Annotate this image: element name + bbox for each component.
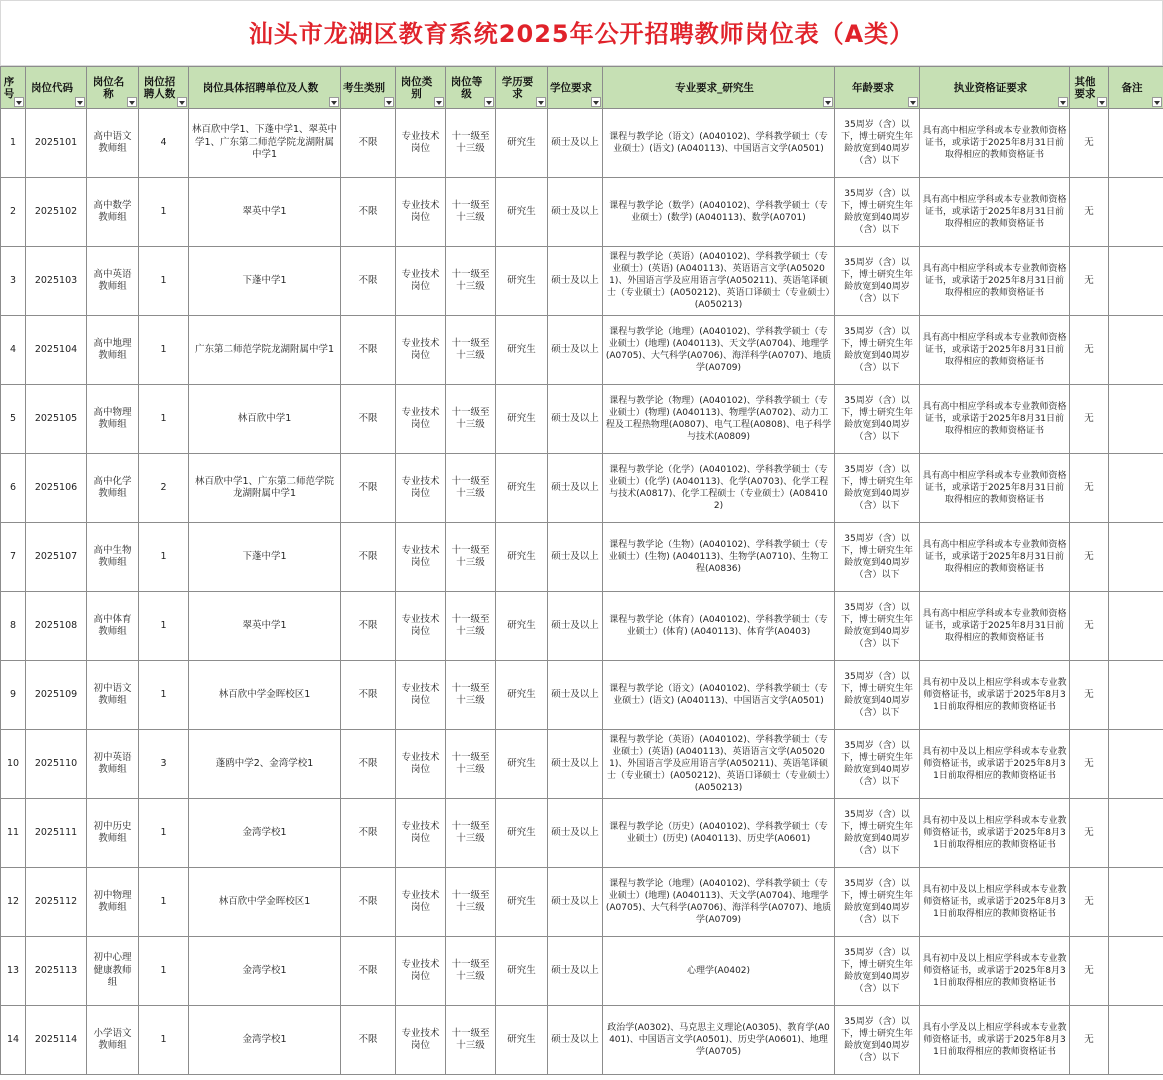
post-name-cell[interactable]: 初中语文教师组 [87, 661, 139, 730]
column-header-7[interactable] [446, 67, 496, 109]
major-cell[interactable]: 课程与教学论（地理）(A040102)、学科教学硕士（专业硕士）(地理) (A040113)、天文学(A0704)、地理学(A0705)、大气科学(A0706)、海洋科学(A0707)、地质学(A0709) [603, 868, 835, 937]
headcount-cell[interactable]: 2 [139, 454, 189, 523]
table-row [1, 109, 1163, 178]
post-code-cell[interactable]: 2025112 [26, 868, 87, 937]
degree-cell[interactable]: 硕士及以上 [548, 247, 603, 316]
remarks-cell[interactable] [1109, 109, 1163, 178]
major-cell[interactable]: 课程与教学论（英语）(A040102)、学科教学硕士（专业硕士）(英语) (A040113)、英语语言文学(A050201)、外国语言学及应用语言学(A050211)、英语笔译硕士（专业硕士）(A050212)、英语口译硕士（专业硕士）(A050213) [603, 730, 835, 799]
units-cell[interactable]: 林百欣中学1、下蓬中学1、翠英中学1、广东第二师范学院龙湖附属中学1 [189, 109, 341, 178]
headcount-cell[interactable]: 1 [139, 523, 189, 592]
age-cell[interactable]: 35周岁（含）以下，博士研究生年龄放宽到40周岁（含）以下 [835, 868, 920, 937]
post-name-cell[interactable]: 高中语文教师组 [87, 109, 139, 178]
education-cell[interactable]: 研究生 [496, 799, 548, 868]
headcount-cell[interactable]: 1 [139, 247, 189, 316]
candidate-category-cell[interactable]: 不限 [341, 178, 396, 247]
post-level-cell[interactable]: 十一级至十三级 [446, 316, 496, 385]
certificate-cell[interactable]: 具有高中相应学科或本专业教师资格证书，或承诺于2025年8月31日前取得相应的教师资格证书 [920, 523, 1070, 592]
row-number-cell[interactable]: 7 [1, 523, 26, 592]
column-header-label: 学历要求 [501, 75, 534, 100]
headcount-cell[interactable]: 1 [139, 937, 189, 1006]
post-level-cell[interactable]: 十一级至十三级 [446, 454, 496, 523]
other-requirements-cell[interactable]: 无 [1070, 523, 1109, 592]
other-requirements-cell[interactable]: 无 [1070, 592, 1109, 661]
other-requirements-cell[interactable]: 无 [1070, 247, 1109, 316]
post-code-cell[interactable]: 2025109 [26, 661, 87, 730]
post-name-cell[interactable]: 初中历史教师组 [87, 799, 139, 868]
degree-cell[interactable]: 硕士及以上 [548, 592, 603, 661]
table-row [1, 799, 1163, 868]
column-header-1[interactable] [26, 67, 87, 109]
age-cell[interactable]: 35周岁（含）以下，博士研究生年龄放宽到40周岁（含）以下 [835, 937, 920, 1006]
education-cell[interactable]: 研究生 [496, 316, 548, 385]
units-cell[interactable]: 金湾学校1 [189, 1006, 341, 1075]
post-code-cell[interactable]: 2025107 [26, 523, 87, 592]
education-cell[interactable]: 研究生 [496, 109, 548, 178]
column-header-label: 序号 [3, 75, 15, 100]
column-header-label: 岗位代码 [31, 81, 73, 94]
units-cell[interactable]: 林百欣中学金晖校区1 [189, 868, 341, 937]
candidate-category-cell[interactable]: 不限 [341, 109, 396, 178]
filter-dropdown-icon[interactable] [75, 97, 85, 107]
column-header-label: 考生类别 [343, 81, 385, 94]
post-code-cell[interactable]: 2025105 [26, 385, 87, 454]
remarks-cell[interactable] [1109, 730, 1163, 799]
table-row [1, 454, 1163, 523]
table-row [1, 730, 1163, 799]
row-number-cell[interactable]: 13 [1, 937, 26, 1006]
table-row [1, 661, 1163, 730]
major-cell[interactable]: 课程与教学论（英语）(A040102)、学科教学硕士（专业硕士）(英语) (A040113)、英语语言文学(A050201)、外国语言学及应用语言学(A050211)、英语笔译硕士（专业硕士）(A050212)、英语口译硕士（专业硕士）(A050213) [603, 247, 835, 316]
column-header-6[interactable] [396, 67, 446, 109]
candidate-category-cell[interactable]: 不限 [341, 592, 396, 661]
filter-dropdown-icon[interactable] [14, 97, 24, 107]
post-type-cell[interactable]: 专业技术岗位 [396, 937, 446, 1006]
column-header-label: 岗位名称 [92, 75, 125, 100]
row-number-cell[interactable]: 2 [1, 178, 26, 247]
remarks-cell[interactable] [1109, 454, 1163, 523]
post-name-cell[interactable]: 高中英语教师组 [87, 247, 139, 316]
other-requirements-cell[interactable]: 无 [1070, 1006, 1109, 1075]
filter-dropdown-icon[interactable] [1097, 97, 1107, 107]
filter-dropdown-icon[interactable] [591, 97, 601, 107]
post-code-cell[interactable]: 2025102 [26, 178, 87, 247]
major-cell[interactable]: 课程与教学论（语文）(A040102)、学科教学硕士（专业硕士）(语文) (A040113)、中国语言文学(A0501) [603, 661, 835, 730]
table-row [1, 1006, 1163, 1075]
column-header-11[interactable] [835, 67, 920, 109]
remarks-cell[interactable] [1109, 523, 1163, 592]
column-header-label: 年龄要求 [852, 81, 894, 94]
column-header-3[interactable] [139, 67, 189, 109]
row-number-cell[interactable]: 1 [1, 109, 26, 178]
post-type-cell[interactable]: 专业技术岗位 [396, 454, 446, 523]
column-header-8[interactable] [496, 67, 548, 109]
post-type-cell[interactable]: 专业技术岗位 [396, 109, 446, 178]
filter-dropdown-icon[interactable] [1058, 97, 1068, 107]
degree-cell[interactable]: 硕士及以上 [548, 661, 603, 730]
certificate-cell[interactable]: 具有高中相应学科或本专业教师资格证书，或承诺于2025年8月31日前取得相应的教师资格证书 [920, 454, 1070, 523]
candidate-category-cell[interactable]: 不限 [341, 247, 396, 316]
units-cell[interactable]: 翠英中学1 [189, 178, 341, 247]
candidate-category-cell[interactable]: 不限 [341, 1006, 396, 1075]
headcount-cell[interactable]: 1 [139, 868, 189, 937]
column-header-5[interactable] [341, 67, 396, 109]
post-code-cell[interactable]: 2025111 [26, 799, 87, 868]
post-name-cell[interactable]: 高中地理教师组 [87, 316, 139, 385]
column-header-12[interactable] [920, 67, 1070, 109]
certificate-cell[interactable]: 具有初中及以上相应学科或本专业教师资格证书，或承诺于2025年8月31日前取得相应的教师资格证书 [920, 799, 1070, 868]
degree-cell[interactable]: 硕士及以上 [548, 109, 603, 178]
age-cell[interactable]: 35周岁（含）以下，博士研究生年龄放宽到40周岁（含）以下 [835, 385, 920, 454]
units-cell[interactable]: 林百欣中学1 [189, 385, 341, 454]
age-cell[interactable]: 35周岁（含）以下，博士研究生年龄放宽到40周岁（含）以下 [835, 661, 920, 730]
column-header-label: 执业资格证要求 [953, 81, 1028, 94]
certificate-cell[interactable]: 具有小学及以上相应学科或本专业教师资格证书，或承诺于2025年8月31日前取得相应的教师资格证书 [920, 1006, 1070, 1075]
education-cell[interactable]: 研究生 [496, 385, 548, 454]
table-row [1, 316, 1163, 385]
column-header-13[interactable] [1070, 67, 1109, 109]
table-row [1, 937, 1163, 1006]
post-type-cell[interactable]: 专业技术岗位 [396, 799, 446, 868]
education-cell[interactable]: 研究生 [496, 247, 548, 316]
post-code-cell[interactable]: 2025108 [26, 592, 87, 661]
headcount-cell[interactable]: 1 [139, 385, 189, 454]
post-level-cell[interactable]: 十一级至十三级 [446, 868, 496, 937]
degree-cell[interactable]: 硕士及以上 [548, 178, 603, 247]
post-type-cell[interactable]: 专业技术岗位 [396, 316, 446, 385]
age-cell[interactable]: 35周岁（含）以下，博士研究生年龄放宽到40周岁（含）以下 [835, 316, 920, 385]
remarks-cell[interactable] [1109, 868, 1163, 937]
column-header-10[interactable] [603, 67, 835, 109]
post-level-cell[interactable]: 十一级至十三级 [446, 178, 496, 247]
post-code-cell[interactable]: 2025103 [26, 247, 87, 316]
column-header-label: 备注 [1121, 81, 1143, 94]
remarks-cell[interactable] [1109, 592, 1163, 661]
degree-cell[interactable]: 硕士及以上 [548, 316, 603, 385]
education-cell[interactable]: 研究生 [496, 178, 548, 247]
table-row [1, 523, 1163, 592]
degree-cell[interactable]: 硕士及以上 [548, 937, 603, 1006]
education-cell[interactable]: 研究生 [496, 592, 548, 661]
post-level-cell[interactable]: 十一级至十三级 [446, 1006, 496, 1075]
other-requirements-cell[interactable]: 无 [1070, 385, 1109, 454]
education-cell[interactable]: 研究生 [496, 1006, 548, 1075]
filter-dropdown-icon[interactable] [823, 97, 833, 107]
column-header-label: 岗位类别 [400, 75, 433, 100]
candidate-category-cell[interactable]: 不限 [341, 316, 396, 385]
post-name-cell[interactable]: 高中数学教师组 [87, 178, 139, 247]
headcount-cell[interactable]: 1 [139, 799, 189, 868]
post-code-cell[interactable]: 2025104 [26, 316, 87, 385]
remarks-cell[interactable] [1109, 661, 1163, 730]
column-header-0[interactable] [1, 67, 26, 109]
post-type-cell[interactable]: 专业技术岗位 [396, 730, 446, 799]
education-cell[interactable]: 研究生 [496, 937, 548, 1006]
row-number-cell[interactable]: 9 [1, 661, 26, 730]
candidate-category-cell[interactable]: 不限 [341, 799, 396, 868]
candidate-category-cell[interactable]: 不限 [341, 523, 396, 592]
filter-dropdown-icon[interactable] [434, 97, 444, 107]
education-cell[interactable]: 研究生 [496, 523, 548, 592]
other-requirements-cell[interactable]: 无 [1070, 937, 1109, 1006]
post-type-cell[interactable]: 专业技术岗位 [396, 178, 446, 247]
candidate-category-cell[interactable]: 不限 [341, 385, 396, 454]
headcount-cell[interactable]: 1 [139, 178, 189, 247]
degree-cell[interactable]: 硕士及以上 [548, 385, 603, 454]
other-requirements-cell[interactable]: 无 [1070, 661, 1109, 730]
column-header-4[interactable] [189, 67, 341, 109]
other-requirements-cell[interactable]: 无 [1070, 178, 1109, 247]
education-cell[interactable]: 研究生 [496, 661, 548, 730]
age-cell[interactable]: 35周岁（含）以下，博士研究生年龄放宽到40周岁（含）以下 [835, 178, 920, 247]
certificate-cell[interactable]: 具有初中及以上相应学科或本专业教师资格证书，或承诺于2025年8月31日前取得相应的教师资格证书 [920, 661, 1070, 730]
units-cell[interactable]: 金湾学校1 [189, 799, 341, 868]
table-row [1, 247, 1163, 316]
other-requirements-cell[interactable]: 无 [1070, 109, 1109, 178]
column-header-label: 学位要求 [550, 81, 592, 94]
candidate-category-cell[interactable]: 不限 [341, 868, 396, 937]
column-header-label: 其他要求 [1074, 75, 1096, 100]
other-requirements-cell[interactable]: 无 [1070, 799, 1109, 868]
post-name-cell[interactable]: 高中化学教师组 [87, 454, 139, 523]
headcount-cell[interactable]: 1 [139, 661, 189, 730]
filter-dropdown-icon[interactable] [384, 97, 394, 107]
post-type-cell[interactable]: 专业技术岗位 [396, 868, 446, 937]
table-row [1, 178, 1163, 247]
certificate-cell[interactable]: 具有高中相应学科或本专业教师资格证书，或承诺于2025年8月31日前取得相应的教师资格证书 [920, 316, 1070, 385]
major-cell[interactable]: 课程与教学论（历史）(A040102)、学科教学硕士（专业硕士）(历史) (A040113)、历史学(A0601) [603, 799, 835, 868]
recruitment-table [0, 66, 1163, 1075]
column-header-label: 岗位招聘人数 [143, 75, 176, 100]
degree-cell[interactable]: 硕士及以上 [548, 868, 603, 937]
row-number-cell[interactable]: 5 [1, 385, 26, 454]
post-code-cell[interactable]: 2025101 [26, 109, 87, 178]
post-type-cell[interactable]: 专业技术岗位 [396, 1006, 446, 1075]
post-level-cell[interactable]: 十一级至十三级 [446, 109, 496, 178]
row-number-cell[interactable]: 6 [1, 454, 26, 523]
post-level-cell[interactable]: 十一级至十三级 [446, 247, 496, 316]
degree-cell[interactable]: 硕士及以上 [548, 523, 603, 592]
units-cell[interactable]: 翠英中学1 [189, 592, 341, 661]
filter-dropdown-icon[interactable] [329, 97, 339, 107]
column-header-label: 岗位具体招聘单位及人数 [202, 81, 319, 94]
units-cell[interactable]: 金湾学校1 [189, 937, 341, 1006]
age-cell[interactable]: 35周岁（含）以下，博士研究生年龄放宽到40周岁（含）以下 [835, 109, 920, 178]
table-row [1, 868, 1163, 937]
row-number-cell[interactable]: 4 [1, 316, 26, 385]
column-header-9[interactable] [548, 67, 603, 109]
post-code-cell[interactable]: 2025110 [26, 730, 87, 799]
column-header-2[interactable] [87, 67, 139, 109]
remarks-cell[interactable] [1109, 247, 1163, 316]
column-header-label: 岗位等级 [450, 75, 483, 100]
age-cell[interactable]: 35周岁（含）以下，博士研究生年龄放宽到40周岁（含）以下 [835, 730, 920, 799]
major-cell[interactable]: 课程与教学论（地理）(A040102)、学科教学硕士（专业硕士）(地理) (A040113)、天文学(A0704)、地理学(A0705)、大气科学(A0706)、海洋科学(A0707)、地质学(A0709) [603, 316, 835, 385]
age-cell[interactable]: 35周岁（含）以下，博士研究生年龄放宽到40周岁（含）以下 [835, 1006, 920, 1075]
certificate-cell[interactable]: 具有初中及以上相应学科或本专业教师资格证书，或承诺于2025年8月31日前取得相应的教师资格证书 [920, 730, 1070, 799]
post-level-cell[interactable]: 十一级至十三级 [446, 661, 496, 730]
certificate-cell[interactable]: 具有初中及以上相应学科或本专业教师资格证书，或承诺于2025年8月31日前取得相应的教师资格证书 [920, 937, 1070, 1006]
post-name-cell[interactable]: 高中物理教师组 [87, 385, 139, 454]
remarks-cell[interactable] [1109, 316, 1163, 385]
other-requirements-cell[interactable]: 无 [1070, 316, 1109, 385]
post-code-cell[interactable]: 2025114 [26, 1006, 87, 1075]
post-level-cell[interactable]: 十一级至十三级 [446, 523, 496, 592]
header-row [1, 67, 1163, 109]
post-level-cell[interactable]: 十一级至十三级 [446, 799, 496, 868]
age-cell[interactable]: 35周岁（含）以下，博士研究生年龄放宽到40周岁（含）以下 [835, 247, 920, 316]
row-number-cell[interactable]: 11 [1, 799, 26, 868]
post-type-cell[interactable]: 专业技术岗位 [396, 661, 446, 730]
post-name-cell[interactable]: 高中体育教师组 [87, 592, 139, 661]
post-name-cell[interactable]: 小学语文教师组 [87, 1006, 139, 1075]
age-cell[interactable]: 35周岁（含）以下，博士研究生年龄放宽到40周岁（含）以下 [835, 592, 920, 661]
units-cell[interactable]: 广东第二师范学院龙湖附属中学1 [189, 316, 341, 385]
major-cell[interactable]: 课程与教学论（生物）(A040102)、学科教学硕士（专业硕士）(生物) (A040113)、生物学(A0710)、生物工程(A0836) [603, 523, 835, 592]
candidate-category-cell[interactable]: 不限 [341, 730, 396, 799]
units-cell[interactable]: 林百欣中学1、广东第二师范学院龙湖附属中学1 [189, 454, 341, 523]
certificate-cell[interactable]: 具有高中相应学科或本专业教师资格证书，或承诺于2025年8月31日前取得相应的教师资格证书 [920, 109, 1070, 178]
filter-dropdown-icon[interactable] [1152, 97, 1162, 107]
post-name-cell[interactable]: 高中生物教师组 [87, 523, 139, 592]
filter-dropdown-icon[interactable] [127, 97, 137, 107]
post-level-cell[interactable]: 十一级至十三级 [446, 937, 496, 1006]
major-cell[interactable]: 课程与教学论（化学）(A040102)、学科教学硕士（专业硕士）(化学) (A040113)、化学(A0703)、化学工程与技术(A0817)、化学工程硕士（专业硕士）(A084102) [603, 454, 835, 523]
units-cell[interactable]: 下蓬中学1 [189, 247, 341, 316]
degree-cell[interactable]: 硕士及以上 [548, 730, 603, 799]
candidate-category-cell[interactable]: 不限 [341, 937, 396, 1006]
major-cell[interactable]: 课程与教学论（语文）(A040102)、学科教学硕士（专业硕士）(语文) (A040113)、中国语言文学(A0501) [603, 109, 835, 178]
education-cell[interactable]: 研究生 [496, 868, 548, 937]
major-cell[interactable]: 政治学(A0302)、马克思主义理论(A0305)、教育学(A0401)、中国语言文学(A0501)、历史学(A0601)、地理学(A0705) [603, 1006, 835, 1075]
table-body [1, 109, 1163, 1075]
headcount-cell[interactable]: 1 [139, 316, 189, 385]
post-name-cell[interactable]: 初中英语教师组 [87, 730, 139, 799]
degree-cell[interactable]: 硕士及以上 [548, 799, 603, 868]
post-type-cell[interactable]: 专业技术岗位 [396, 385, 446, 454]
post-level-cell[interactable]: 十一级至十三级 [446, 385, 496, 454]
filter-dropdown-icon[interactable] [177, 97, 187, 107]
post-type-cell[interactable]: 专业技术岗位 [396, 247, 446, 316]
filter-dropdown-icon[interactable] [484, 97, 494, 107]
remarks-cell[interactable] [1109, 937, 1163, 1006]
certificate-cell[interactable]: 具有高中相应学科或本专业教师资格证书，或承诺于2025年8月31日前取得相应的教师资格证书 [920, 385, 1070, 454]
education-cell[interactable]: 研究生 [496, 454, 548, 523]
remarks-cell[interactable] [1109, 178, 1163, 247]
page-title: 汕头市龙湖区教育系统2025年公开招聘教师岗位表（A类） [0, 0, 1163, 66]
major-cell[interactable]: 课程与教学论（数学）(A040102)、学科教学硕士（专业硕士）(数学) (A040113)、数学(A0701) [603, 178, 835, 247]
post-type-cell[interactable]: 专业技术岗位 [396, 523, 446, 592]
candidate-category-cell[interactable]: 不限 [341, 661, 396, 730]
post-name-cell[interactable]: 初中物理教师组 [87, 868, 139, 937]
filter-dropdown-icon[interactable] [908, 97, 918, 107]
major-cell[interactable]: 课程与教学论（体育）(A040102)、学科教学硕士（专业硕士）(体育) (A040113)、体育学(A0403) [603, 592, 835, 661]
row-number-cell[interactable]: 14 [1, 1006, 26, 1075]
remarks-cell[interactable] [1109, 799, 1163, 868]
filter-dropdown-icon[interactable] [536, 97, 546, 107]
age-cell[interactable]: 35周岁（含）以下，博士研究生年龄放宽到40周岁（含）以下 [835, 454, 920, 523]
post-name-cell[interactable]: 初中心理健康教师组 [87, 937, 139, 1006]
post-type-cell[interactable]: 专业技术岗位 [396, 592, 446, 661]
row-number-cell[interactable]: 10 [1, 730, 26, 799]
age-cell[interactable]: 35周岁（含）以下，博士研究生年龄放宽到40周岁（含）以下 [835, 523, 920, 592]
units-cell[interactable]: 林百欣中学金晖校区1 [189, 661, 341, 730]
headcount-cell[interactable]: 1 [139, 592, 189, 661]
certificate-cell[interactable]: 具有初中及以上相应学科或本专业教师资格证书，或承诺于2025年8月31日前取得相应的教师资格证书 [920, 868, 1070, 937]
row-number-cell[interactable]: 8 [1, 592, 26, 661]
row-number-cell[interactable]: 3 [1, 247, 26, 316]
post-level-cell[interactable]: 十一级至十三级 [446, 592, 496, 661]
education-cell[interactable]: 研究生 [496, 730, 548, 799]
post-level-cell[interactable]: 十一级至十三级 [446, 730, 496, 799]
major-cell[interactable]: 课程与教学论（物理）(A040102)、学科教学硕士（专业硕士）(物理) (A040113)、物理学(A0702)、动力工程及工程热物理(A0807)、电气工程(A0808)、电子科学与技术(A0809) [603, 385, 835, 454]
degree-cell[interactable]: 硕士及以上 [548, 454, 603, 523]
candidate-category-cell[interactable]: 不限 [341, 454, 396, 523]
post-code-cell[interactable]: 2025113 [26, 937, 87, 1006]
certificate-cell[interactable]: 具有高中相应学科或本专业教师资格证书，或承诺于2025年8月31日前取得相应的教师资格证书 [920, 178, 1070, 247]
table-row [1, 385, 1163, 454]
table-row [1, 592, 1163, 661]
other-requirements-cell[interactable]: 无 [1070, 454, 1109, 523]
headcount-cell[interactable]: 4 [139, 109, 189, 178]
units-cell[interactable]: 蓬鸥中学2、金湾学校1 [189, 730, 341, 799]
remarks-cell[interactable] [1109, 1006, 1163, 1075]
certificate-cell[interactable]: 具有高中相应学科或本专业教师资格证书，或承诺于2025年8月31日前取得相应的教师资格证书 [920, 247, 1070, 316]
row-number-cell[interactable]: 12 [1, 868, 26, 937]
column-header-label: 专业要求_研究生 [675, 81, 754, 94]
certificate-cell[interactable]: 具有高中相应学科或本专业教师资格证书，或承诺于2025年8月31日前取得相应的教师资格证书 [920, 592, 1070, 661]
other-requirements-cell[interactable]: 无 [1070, 730, 1109, 799]
column-header-14[interactable] [1109, 67, 1163, 109]
headcount-cell[interactable]: 3 [139, 730, 189, 799]
age-cell[interactable]: 35周岁（含）以下，博士研究生年龄放宽到40周岁（含）以下 [835, 799, 920, 868]
remarks-cell[interactable] [1109, 385, 1163, 454]
units-cell[interactable]: 下蓬中学1 [189, 523, 341, 592]
other-requirements-cell[interactable]: 无 [1070, 868, 1109, 937]
degree-cell[interactable]: 硕士及以上 [548, 1006, 603, 1075]
headcount-cell[interactable]: 1 [139, 1006, 189, 1075]
post-code-cell[interactable]: 2025106 [26, 454, 87, 523]
major-cell[interactable]: 心理学(A0402) [603, 937, 835, 1006]
